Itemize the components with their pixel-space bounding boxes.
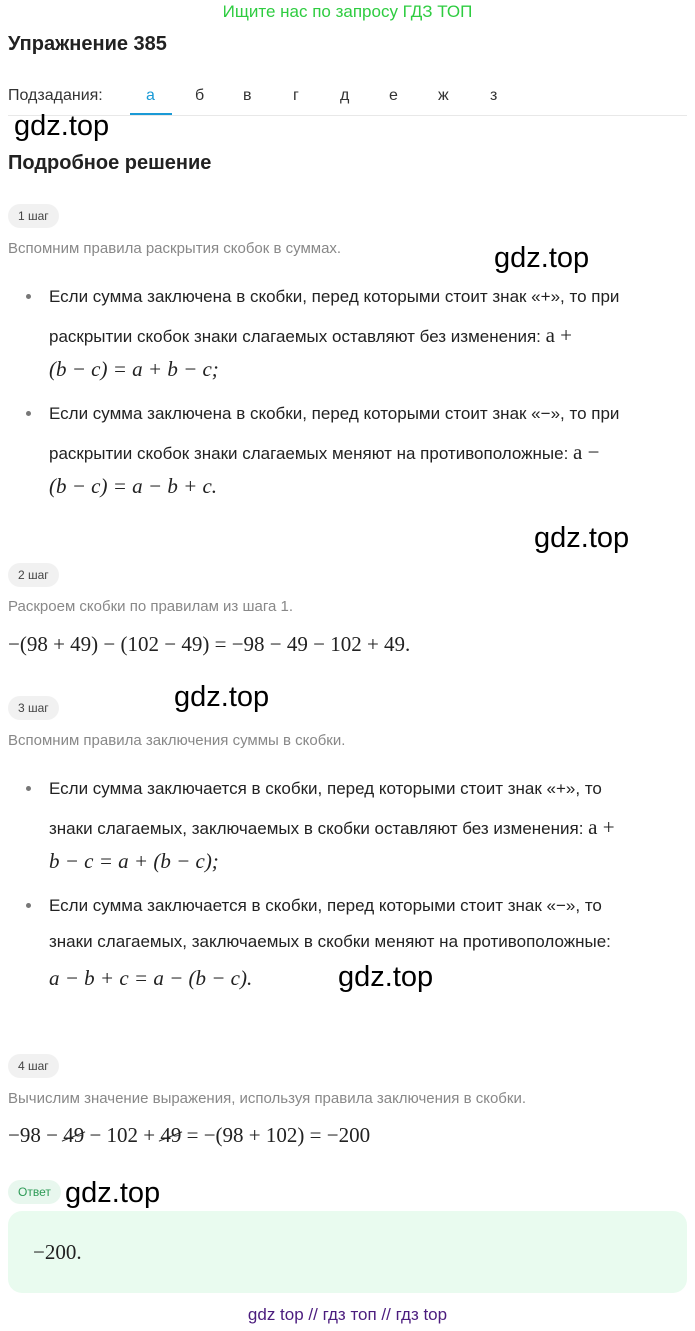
tab-zh[interactable]: ж [438,87,449,104]
bullet-text: знаки слагаемых, заключаемых в скобки оставляют без изменения: a + [49,815,615,839]
step-badge: 3 шаг [8,696,59,720]
step-badge: 4 шаг [8,1054,59,1078]
bullet-icon [26,411,31,416]
tab-z[interactable]: з [490,87,498,104]
promo-link[interactable]: Ищите нас по запросу ГДЗ ТОП [222,2,473,21]
step-hint: Вспомним правила заключения суммы в скобки. [8,732,346,749]
solution-heading: Подробное решение [8,152,212,174]
bullet-text: знаки слагаемых, заключаемых в скобки меняют на противоположные: [49,932,611,951]
formula: −(98 + 49) − (102 − 49) = −98 − 49 − 102 + 49. [8,632,411,656]
answer-value: −200. [33,1240,82,1264]
bullet-text: Если сумма заключается в скобки, перед которыми стоит знак «−», то [49,896,602,915]
bullet-text: Если сумма заключается в скобки, перед которыми стоит знак «+», то [49,779,602,798]
bullet-icon [26,294,31,299]
tab-d[interactable]: д [340,87,350,104]
tab-v[interactable]: в [243,87,252,104]
answer-box [8,1211,687,1293]
step-hint: Раскроем скобки по правилам из шага 1. [8,598,294,615]
answer-badge: Ответ [8,1180,61,1204]
bullet-icon [26,903,31,908]
bullet-text: раскрытии скобок знаки слагаемых меняют на противоположные: a − [49,440,600,464]
step-hint: Вспомним правила раскрытия скобок в суммах. [8,240,342,257]
bullet-text: Если сумма заключена в скобки, перед которыми стоит знак «+», то при [49,287,620,306]
step-badge: 2 шаг [8,563,59,587]
step-badge: 1 шаг [8,204,59,228]
bullet-text: Если сумма заключена в скобки, перед которыми стоит знак «−», то при [49,404,620,423]
formula: (b − c) = a − b + c. [49,474,218,498]
formula: (b − c) = a + b − c; [49,357,219,381]
formula: b − c = a + (b − c); [49,849,219,873]
bullet-text: раскрытии скобок знаки слагаемых оставляют без изменения: a + [49,323,573,347]
divider [8,115,687,116]
watermark: gdz.top [174,681,270,713]
bullet-icon [26,786,31,791]
watermark: gdz.top [494,242,590,274]
footer-links[interactable]: gdz top // гдз топ // гдз top [247,1305,448,1324]
tab-a[interactable]: а [146,87,155,104]
watermark: gdz.top [14,110,110,142]
watermark: gdz.top [338,961,434,993]
subtasks-label: Подзадания: [8,87,103,104]
watermark: gdz.top [65,1177,161,1209]
page-title: Упражнение 385 [8,33,167,55]
tab-g[interactable]: г [293,87,299,104]
watermark: gdz.top [534,522,630,554]
formula: −98 − 49 − 102 + 49 = −(98 + 102) = −200 [8,1123,371,1147]
formula: a − b + c = a − (b − c). [49,966,253,990]
tab-b[interactable]: б [195,87,205,104]
tab-e[interactable]: е [389,87,398,104]
step-hint: Вычислим значение выражения, используя правила заключения в скобки. [8,1090,526,1107]
